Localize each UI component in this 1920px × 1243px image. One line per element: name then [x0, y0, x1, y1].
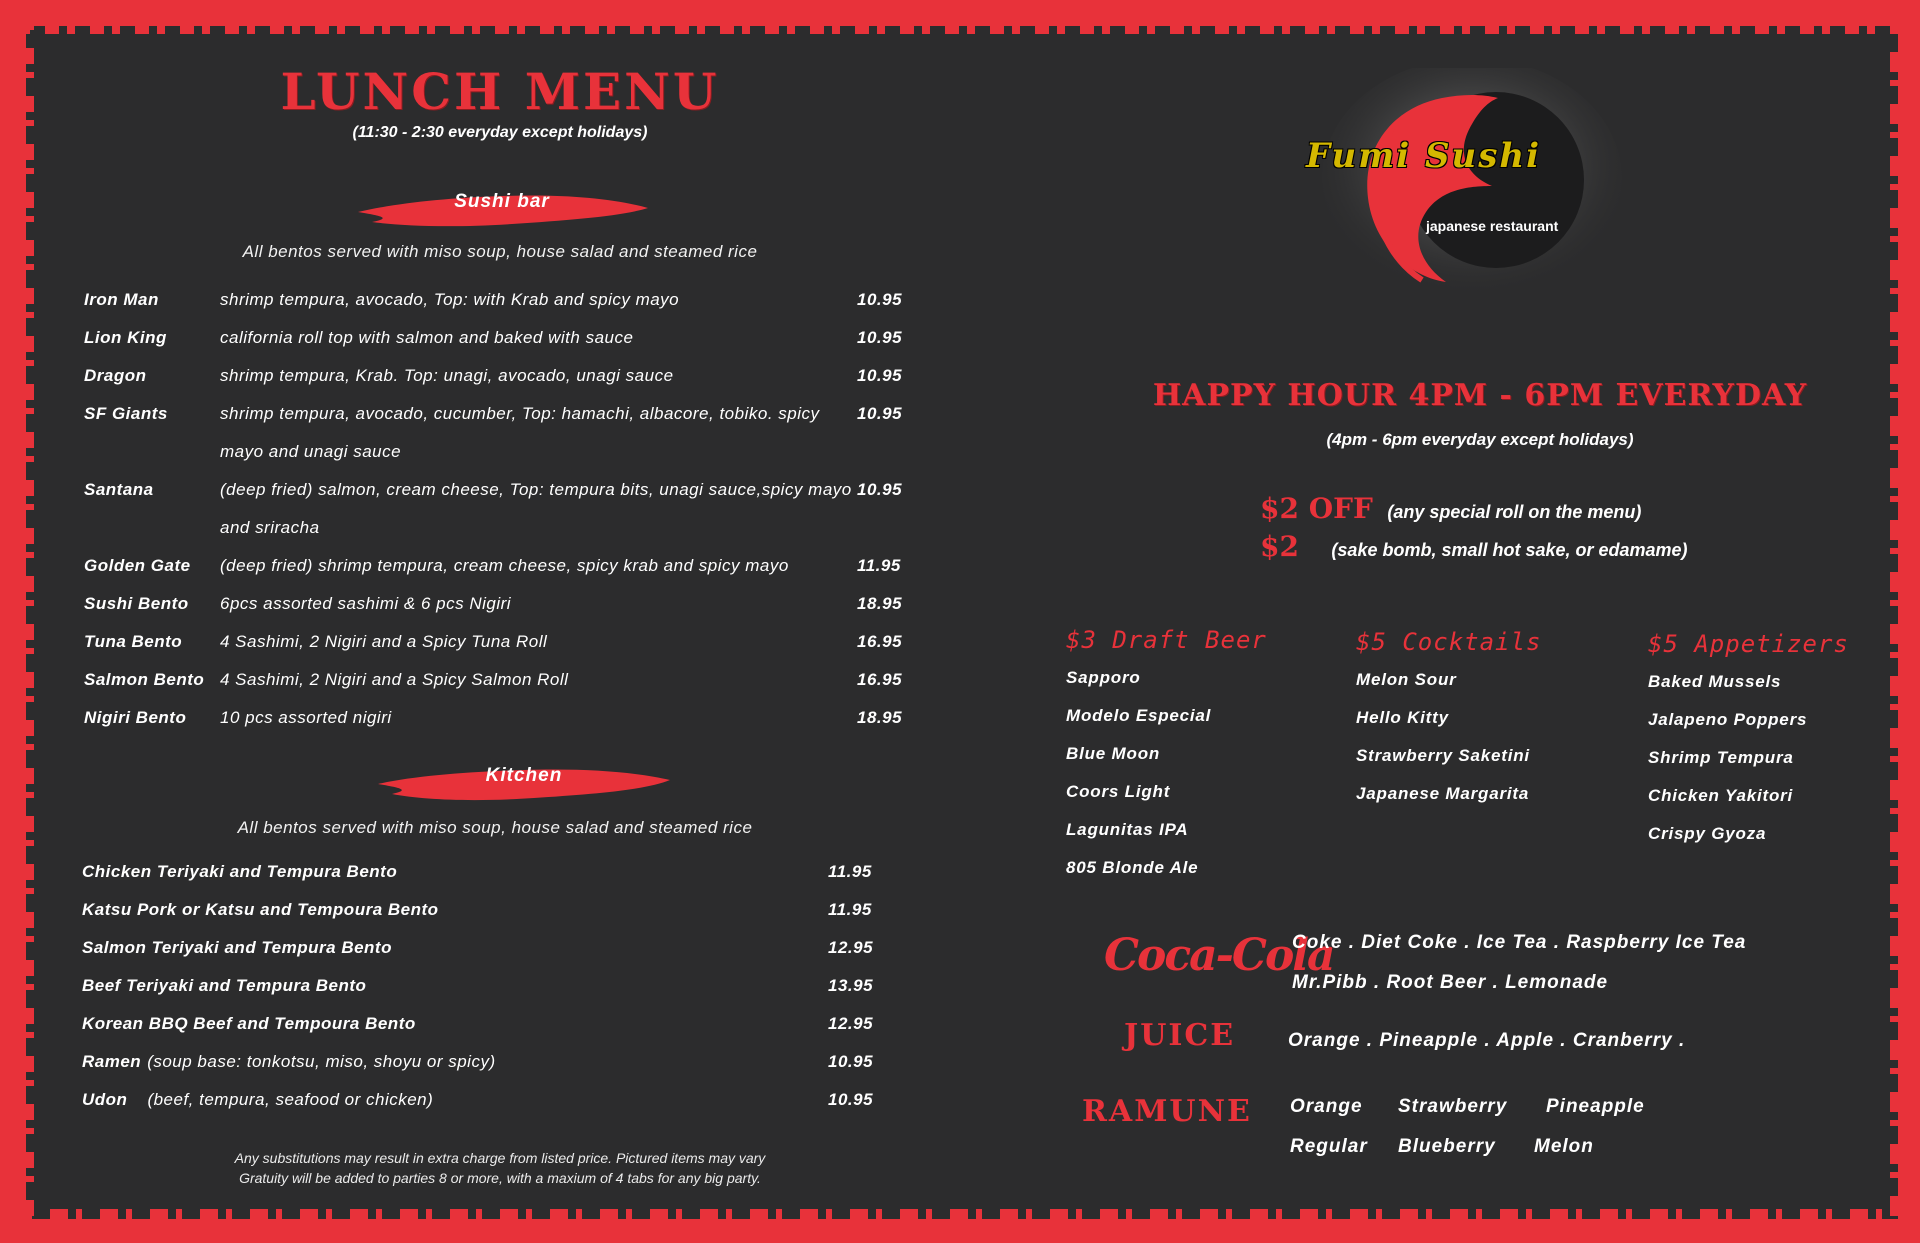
footer-note-line1: Any substitutions may result in extra charge from listed price. Pictured items may vary: [234, 1150, 766, 1166]
ramune-flavor: Melon: [1534, 1136, 1594, 1157]
item-name: Chicken Teriyaki and Tempura Bento: [82, 862, 398, 881]
item-price: 10.95: [828, 1090, 874, 1109]
item-price: 10.95: [857, 366, 903, 385]
item-name: SF Giants: [84, 404, 168, 423]
footer-note-line2: Gratuity will be added to parties 8 or more, with a maxium of 4 tabs for any big party.: [239, 1170, 761, 1186]
specials-heading: $5 Cocktails: [1356, 628, 1542, 656]
deal-text: (sake bomb, small hot sake, or edamame): [1331, 540, 1688, 560]
item-description: (deep fried) shrimp tempura, cream cheese, spicy krab and spicy mayo: [220, 556, 789, 575]
footer-note: [150, 1148, 850, 1188]
ramune-label: RAMUNE: [1082, 1094, 1252, 1129]
item-description: 4 Sashimi, 2 Nigiri and a Spicy Tuna Roll: [220, 632, 548, 651]
red-brush-border-bottom: [0, 1219, 1920, 1243]
happy-hour-subtitle: (4pm - 6pm everyday except holidays): [1326, 430, 1634, 449]
specials-item: Modelo Especial: [1066, 706, 1212, 725]
sushi-bar-heading: [352, 184, 652, 220]
specials-heading: $5 Appetizers: [1648, 630, 1849, 658]
item-price: 10.95: [857, 480, 903, 499]
lunch-menu-title: LUNCH MENU: [280, 62, 720, 121]
item-name: Beef Teriyaki and Tempura Bento: [82, 976, 367, 995]
item-description: shrimp tempura, avocado, cucumber, Top: hamachi, albacore, tobiko. spicy mayo and unagi sauce: [220, 404, 820, 461]
specials-item: Japanese Margarita: [1356, 784, 1530, 803]
fumi-sushi-logo: [1322, 68, 1622, 308]
lunch-hours: (11:30 - 2:30 everyday except holidays): [352, 124, 648, 141]
logo-name: Fumi Sushi: [1306, 136, 1542, 176]
item-name: Tuna Bento: [84, 632, 183, 651]
ramune-flavor: Pineapple: [1546, 1096, 1645, 1117]
deal-amount: $2: [1260, 530, 1299, 563]
deal-amount: $2 OFF: [1260, 492, 1373, 525]
item-name: Lion King: [84, 328, 167, 347]
item-name: Iron Man: [84, 290, 159, 309]
item-description: (deep fried) salmon, cream cheese, Top: tempura bits, unagi sauce,spicy mayo and sriracha: [220, 480, 852, 537]
item-price: 10.95: [857, 404, 903, 423]
item-name: Golden Gate: [84, 556, 191, 575]
item-price: 16.95: [857, 670, 903, 689]
item-name: Katsu Pork or Katsu and Tempoura Bento: [82, 900, 439, 919]
item-name: Ramen: [82, 1052, 142, 1071]
kitchen-item: [82, 1090, 874, 1110]
kitchen-item: [82, 900, 872, 920]
item-description: 6pcs assorted sashimi & 6 pcs Nigiri: [220, 594, 512, 613]
kitchen-heading-label: Kitchen: [485, 765, 563, 786]
item-name: Sushi Bento: [84, 594, 189, 613]
kitchen-item: [82, 1052, 874, 1072]
item-name: Salmon Teriyaki and Tempura Bento: [82, 938, 392, 957]
soda-line-2: Mr.Pibb . Root Beer . Lemonade: [1292, 972, 1609, 993]
item-price: 13.95: [828, 976, 874, 995]
item-price: 10.95: [857, 290, 903, 309]
item-price: 16.95: [857, 632, 903, 651]
item-name: Santana: [84, 480, 154, 499]
specials-item: Strawberry Saketini: [1356, 746, 1530, 765]
sushi-bar-heading-label: Sushi bar: [454, 191, 550, 212]
sushi-bar-note: All bentos served with miso soup, house salad and steamed rice: [242, 242, 758, 261]
specials-item: Shrimp Tempura: [1648, 748, 1794, 767]
item-price: 12.95: [828, 1014, 874, 1033]
item-name: Nigiri Bento: [84, 708, 187, 727]
item-price: 11.95: [828, 862, 872, 881]
item-price: 10.95: [828, 1052, 874, 1071]
ramune-flavor: Blueberry: [1398, 1136, 1496, 1157]
kitchen-note: All bentos served with miso soup, house salad and steamed rice: [237, 818, 753, 837]
item-description: 4 Sashimi, 2 Nigiri and a Spicy Salmon Roll: [220, 670, 569, 689]
item-description: 10 pcs assorted nigiri: [220, 708, 392, 727]
ramune-flavor: Regular: [1290, 1136, 1368, 1157]
item-price: 10.95: [857, 328, 903, 347]
specials-item: 805 Blonde Ale: [1066, 858, 1199, 877]
specials-item: Baked Mussels: [1648, 672, 1782, 691]
specials-item: Hello Kitty: [1356, 708, 1449, 727]
happy-hour-deal-1: [1260, 492, 1641, 525]
soda-line-1: Coke . Diet Coke . Ice Tea . Raspberry Ice Tea: [1292, 932, 1747, 953]
deal-text: (any special roll on the menu): [1387, 502, 1642, 522]
item-description: (beef, tempura, seafood or chicken): [147, 1090, 434, 1109]
item-price: 18.95: [857, 594, 903, 613]
juice-label: JUICE: [1124, 1018, 1236, 1053]
coca-cola-logo: Coca-Cola: [1104, 930, 1334, 981]
juice-line: Orange . Pineapple . Apple . Cranberry .: [1288, 1030, 1686, 1051]
specials-item: Lagunitas IPA: [1066, 820, 1189, 839]
fumi-sushi-logo-icon: [1322, 68, 1622, 308]
logo-tagline: japanese restaurant: [1426, 218, 1559, 234]
item-description: (soup base: tonkotsu, miso, shoyu or spicy): [147, 1052, 496, 1071]
item-name: Salmon Bento: [84, 670, 205, 689]
specials-item: Jalapeno Poppers: [1648, 710, 1808, 729]
ramune-flavor: Orange: [1290, 1096, 1363, 1117]
happy-hour-title: HAPPY HOUR 4PM - 6PM EVERYDAY: [1152, 378, 1808, 413]
item-name: Korean BBQ Beef and Tempoura Bento: [82, 1014, 416, 1033]
specials-item: Sapporo: [1066, 668, 1141, 687]
ramune-flavor: Strawberry: [1398, 1096, 1508, 1117]
item-name: Dragon: [84, 366, 147, 385]
specials-item: Blue Moon: [1066, 744, 1161, 763]
red-brush-border-top: [0, 0, 1920, 26]
item-description: shrimp tempura, avocado, Top: with Krab and spicy mayo: [220, 290, 680, 309]
kitchen-item: [82, 1014, 874, 1034]
specials-item: Chicken Yakitori: [1648, 786, 1794, 805]
item-price: 18.95: [857, 708, 903, 727]
specials-heading: $3 Draft Beer: [1066, 626, 1267, 654]
item-name: Udon: [82, 1090, 128, 1109]
red-brush-border-right: [1898, 0, 1920, 1243]
kitchen-item: [82, 938, 874, 958]
specials-item: Melon Sour: [1356, 670, 1457, 689]
item-price: 11.95: [828, 900, 872, 919]
kitchen-heading: [374, 758, 674, 794]
kitchen-item: [82, 862, 872, 882]
item-price: 12.95: [828, 938, 874, 957]
happy-hour-deal-2: [1260, 530, 1688, 563]
red-brush-border-left: [0, 0, 26, 1243]
item-description: shrimp tempura, Krab. Top: unagi, avocado, unagi sauce: [220, 366, 674, 385]
kitchen-item: [82, 976, 874, 996]
specials-item: Coors Light: [1066, 782, 1171, 801]
item-price: 11.95: [857, 556, 901, 575]
specials-item: Crispy Gyoza: [1648, 824, 1767, 843]
item-description: california roll top with salmon and baked with sauce: [220, 328, 634, 347]
